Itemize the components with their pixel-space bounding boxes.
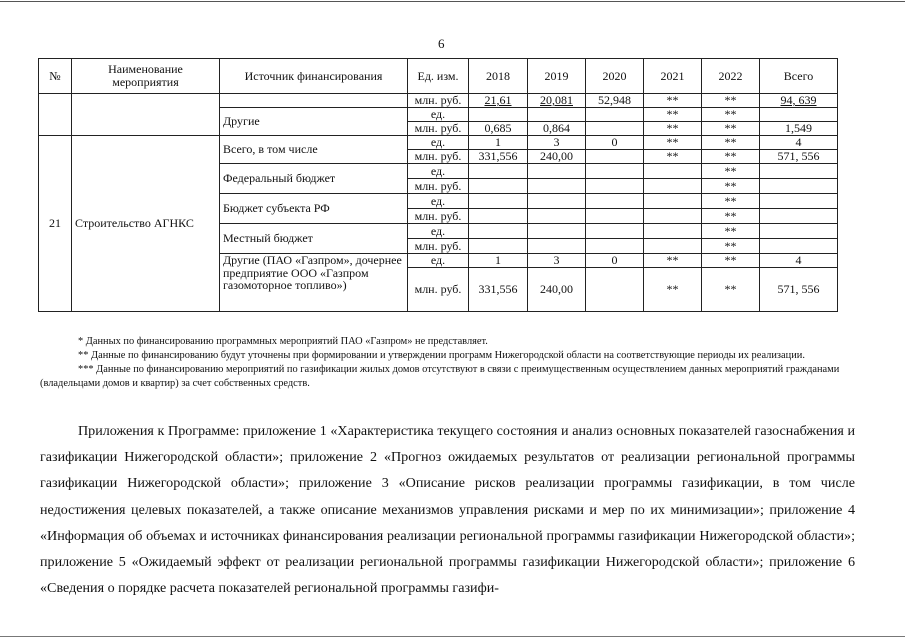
value-cell: ** <box>702 122 760 136</box>
source-cell: Другие <box>220 108 408 136</box>
value-cell <box>586 224 644 239</box>
value-cell <box>528 239 586 254</box>
value-cell: ** <box>702 194 760 209</box>
value-cell: 21,61 <box>469 94 528 108</box>
value-cell: ** <box>702 209 760 224</box>
header-cell: 2022 <box>702 59 760 94</box>
unit-cell: ед. <box>408 108 469 122</box>
unit-cell: млн. руб. <box>408 150 469 164</box>
total-cell: 4 <box>760 254 838 268</box>
header-cell: Ед. изм. <box>408 59 469 94</box>
value-cell: ** <box>702 254 760 268</box>
value-cell <box>644 224 702 239</box>
unit-cell: ед. <box>408 164 469 179</box>
financing-table <box>38 58 838 312</box>
footnote: * Данных по финансированию программных мероприятий ПАО «Газпром» не представляет. <box>78 336 488 347</box>
table-row <box>39 136 838 150</box>
unit-cell: млн. руб. <box>408 179 469 194</box>
value-cell: ** <box>702 164 760 179</box>
value-cell <box>586 239 644 254</box>
value-cell <box>586 108 644 122</box>
value-cell <box>528 108 586 122</box>
value-cell <box>586 122 644 136</box>
item-number-cell: 21 <box>39 136 72 312</box>
value-cell <box>469 179 528 194</box>
value-cell <box>469 108 528 122</box>
total-cell: 1,549 <box>760 122 838 136</box>
value-cell: 0 <box>586 254 644 268</box>
unit-cell: млн. руб. <box>408 209 469 224</box>
value-cell <box>528 179 586 194</box>
item-name-cell: Строительство АГНКС <box>72 136 220 312</box>
value-cell: ** <box>644 254 702 268</box>
header-cell: 2018 <box>469 59 528 94</box>
total-cell <box>760 224 838 239</box>
total-cell: 571, 556 <box>760 268 838 312</box>
unit-cell: млн. руб. <box>408 268 469 312</box>
value-cell: ** <box>702 224 760 239</box>
value-cell: ** <box>702 94 760 108</box>
empty-name-cell <box>72 94 220 136</box>
value-cell <box>586 209 644 224</box>
value-cell: 240,00 <box>528 268 586 312</box>
value-cell: ** <box>644 122 702 136</box>
value-cell: 240,00 <box>528 150 586 164</box>
value-cell: ** <box>702 150 760 164</box>
value-cell <box>469 224 528 239</box>
value-cell <box>586 164 644 179</box>
header-cell: № <box>39 59 72 94</box>
total-cell: 571, 556 <box>760 150 838 164</box>
value-cell: 3 <box>528 254 586 268</box>
bottom-border-line <box>0 636 905 637</box>
unit-cell: млн. руб. <box>408 122 469 136</box>
value-cell: ** <box>702 268 760 312</box>
unit-cell: ед. <box>408 254 469 268</box>
value-cell <box>528 224 586 239</box>
value-cell: 0,685 <box>469 122 528 136</box>
unit-cell: ед. <box>408 224 469 239</box>
value-cell <box>644 209 702 224</box>
body-paragraph: Приложения к Программе: приложение 1 «Характеристика текущего состояния и анализ основных показателей газоснабжения и газификации Нижегородской области»; приложение 2 «Прогноз ожидаемых результатов от реализации региональной программы газификации Нижегородской области»; приложение 3 «Описание рисков реализации программы газификации, в том числе недостижения целевых показателей, а также описание механизмов управления рисками и мер по их минимизации»; приложение 4 «Информация об объемах и источниках финансирования реализации региональной программы газификации Нижегородской области»; приложение 5 «Ожидаемый эффект от реализации региональной программы газификации Нижегородской области»; приложение 6 «Сведения о порядке расчета показателей региональной программы газифи- <box>40 423 855 597</box>
value-cell <box>469 209 528 224</box>
total-cell <box>760 164 838 179</box>
source-cell: Другие (ПАО «Газпром», дочернее предприятие ООО «Газпром газомоторное топливо») <box>220 254 408 312</box>
value-cell: ** <box>702 179 760 194</box>
value-cell: ** <box>644 268 702 312</box>
total-cell <box>760 209 838 224</box>
value-cell: ** <box>702 136 760 150</box>
value-cell: 331,556 <box>469 150 528 164</box>
source-cell: Всего, в том числе <box>220 136 408 164</box>
top-border-line <box>0 1 905 2</box>
total-cell: 94, 639 <box>760 94 838 108</box>
source-cell: Бюджет субъекта РФ <box>220 194 408 224</box>
source-cell: Местный бюджет <box>220 224 408 254</box>
header-cell: Наименование мероприятия <box>72 59 220 94</box>
value-cell: ** <box>644 136 702 150</box>
value-cell <box>469 239 528 254</box>
header-cell: Источник финансирования <box>220 59 408 94</box>
source-cell <box>220 94 408 108</box>
header-cell: 2020 <box>586 59 644 94</box>
value-cell <box>528 164 586 179</box>
header-cell: Всего <box>760 59 838 94</box>
header-cell: 2021 <box>644 59 702 94</box>
total-cell <box>760 179 838 194</box>
footnote: *** Данные по финансированию мероприятий по газификации жилых домов отсутствуют в связи с преимущественным осуществлением данных мероприятий гражданами (владельцами домов и квартир) за счет собственных средств. <box>40 364 840 389</box>
value-cell: ** <box>644 94 702 108</box>
value-cell: ** <box>644 150 702 164</box>
value-cell <box>586 150 644 164</box>
footnotes <box>40 335 860 391</box>
value-cell <box>586 194 644 209</box>
unit-cell: ед. <box>408 194 469 209</box>
table-header-row <box>39 59 838 94</box>
value-cell <box>469 164 528 179</box>
empty-number-cell <box>39 94 72 136</box>
total-cell <box>760 239 838 254</box>
value-cell <box>586 268 644 312</box>
source-cell: Федеральный бюджет <box>220 164 408 194</box>
value-cell: 1 <box>469 254 528 268</box>
value-cell: 1 <box>469 136 528 150</box>
value-cell <box>586 179 644 194</box>
value-cell <box>644 164 702 179</box>
value-cell: 331,556 <box>469 268 528 312</box>
value-cell: 0 <box>586 136 644 150</box>
value-cell <box>644 194 702 209</box>
value-cell <box>644 179 702 194</box>
header-cell: 2019 <box>528 59 586 94</box>
table-row <box>39 94 838 108</box>
unit-cell: млн. руб. <box>408 239 469 254</box>
value-cell: 3 <box>528 136 586 150</box>
total-cell <box>760 194 838 209</box>
footnote: ** Данные по финансированию будут уточнены при формировании и утверждении программ Нижегородской области на соответствующие периоды их реализации. <box>78 350 805 361</box>
total-cell: 4 <box>760 136 838 150</box>
value-cell: 20,081 <box>528 94 586 108</box>
value-cell <box>644 239 702 254</box>
value-cell <box>469 194 528 209</box>
unit-cell: млн. руб. <box>408 94 469 108</box>
page-number: 6 <box>438 36 445 51</box>
value-cell: ** <box>702 239 760 254</box>
value-cell: 0,864 <box>528 122 586 136</box>
total-cell <box>760 108 838 122</box>
value-cell <box>528 194 586 209</box>
unit-cell: ед. <box>408 136 469 150</box>
value-cell: ** <box>644 108 702 122</box>
value-cell <box>528 209 586 224</box>
value-cell: 52,948 <box>586 94 644 108</box>
value-cell: ** <box>702 108 760 122</box>
